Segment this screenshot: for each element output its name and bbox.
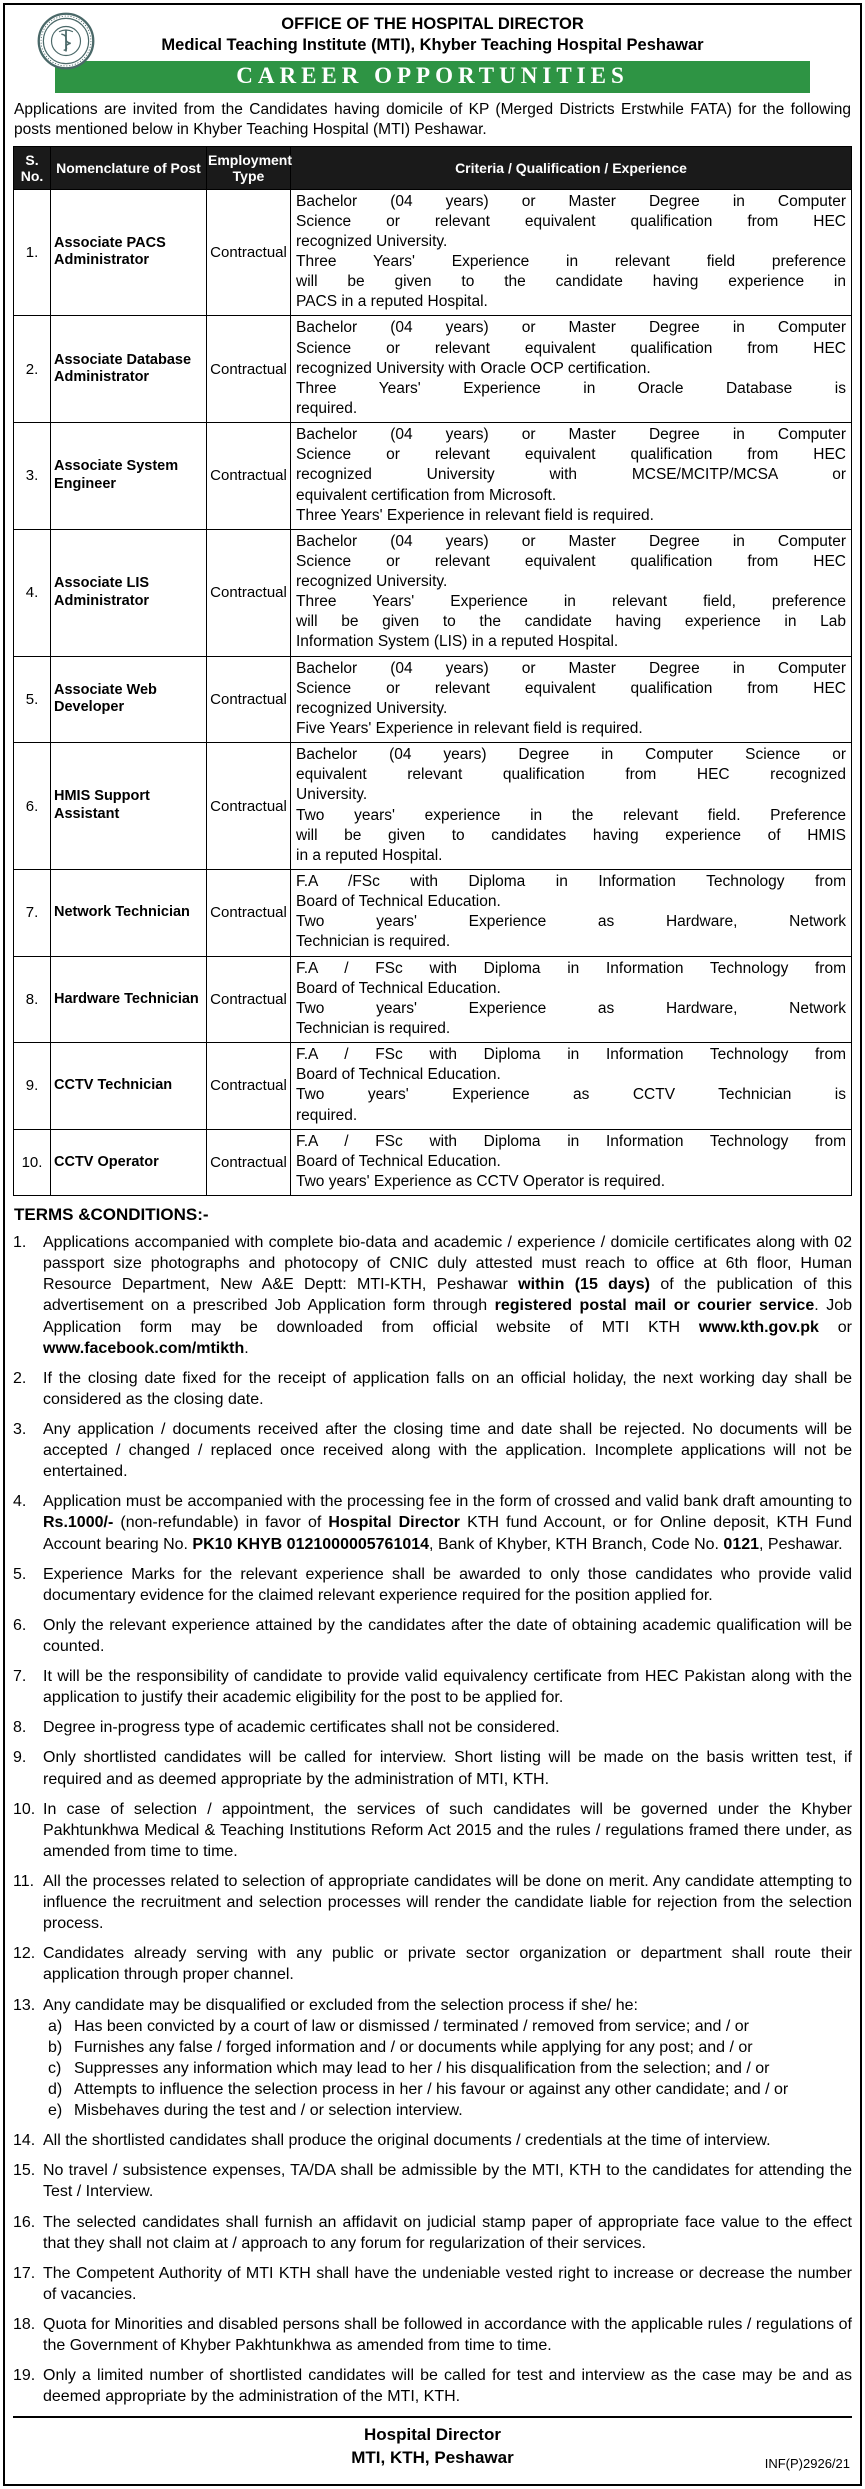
term-text: It will be the responsibility of candidate to provide valid equivalency certificate from HEC Pakistan along with the application to justify their academic eligibility for the post to be applied for.	[43, 1668, 852, 1707]
term-number: 12.	[13, 1945, 36, 1963]
post-title: Associate System Engineer	[51, 423, 207, 530]
post-sno: 5.	[14, 656, 51, 743]
term-number: 17.	[13, 2264, 36, 2282]
term-number: 15.	[13, 2162, 36, 2180]
post-employment-type: Contractual	[207, 956, 291, 1043]
post-title: Hardware Technician	[51, 956, 207, 1043]
footer	[13, 2416, 852, 2474]
subitem-label: a)	[48, 2017, 63, 2035]
term-text: Quota for Minorities and disabled persons shall be followed in accordance with the applicable rules / regulations of the Government of Khyber Pakhtunkhwa as amended from time to time.	[43, 2315, 852, 2355]
table-row	[14, 743, 852, 870]
term-number: 5.	[13, 1565, 27, 1583]
advert-reference-number: INF(P)2926/21	[764, 2456, 850, 2472]
term-item	[13, 1799, 852, 1862]
post-sno: 6.	[14, 743, 51, 870]
post-criteria: Bachelor (04 years) or Master Degree in Computer Science or relevant equivalent qualification from HEC recognized University with MCSE/MCITP/MCSA or equivalent certification from Microsoft. Three Years' Experience in relevant field is required.	[291, 423, 852, 530]
term-item	[13, 1491, 852, 1554]
term-item	[13, 2365, 852, 2407]
post-title: Associate Web Developer	[51, 656, 207, 743]
post-employment-type: Contractual	[207, 423, 291, 530]
column-header-post: Nomenclature of Post	[51, 146, 207, 189]
term-item	[13, 2160, 852, 2202]
post-criteria: F.A / FSc with Diploma in Information Technology from Board of Technical Education. Two years' Experience as CCTV Technician is required.	[291, 1043, 852, 1130]
post-employment-type: Contractual	[207, 529, 291, 656]
post-title: CCTV Technician	[51, 1043, 207, 1130]
post-title: Network Technician	[51, 870, 207, 957]
post-sno: 9.	[14, 1043, 51, 1130]
term-item	[13, 2130, 852, 2151]
post-title: Associate PACS Administrator	[51, 189, 207, 316]
column-header-sno: S. No.	[14, 146, 51, 189]
term-number: 13.	[13, 1996, 36, 2014]
term-text: Experience Marks for the relevant experience shall be awarded to only those candidates who provide valid documentary evidence for the claimed relevant experience required for the position applied for.	[43, 1565, 852, 1604]
intro-paragraph: Applications are invited from the Candidates having domicile of KP (Merged Districts Erstwhile FATA) for the following posts mentioned below in Khyber Teaching Hospital (MTI) Peshawar.	[14, 100, 851, 138]
table-header-row	[14, 146, 852, 189]
term-text: Only shortlisted candidates will be called for interview. Short listing will be made on the basis written test, if required and as deemed appropriate by the administration of MTI, KTH.	[43, 1749, 852, 1788]
signatory-title: Hospital Director	[364, 2425, 501, 2445]
subitem-text: Furnishes any false / forged information and / or documents while applying for any post; and / or	[74, 2038, 753, 2056]
post-employment-type: Contractual	[207, 870, 291, 957]
term-number: 6.	[13, 1616, 27, 1634]
term-text: Only a limited number of shortlisted candidates will be called for test and interview as the case may be and as deemed appropriate by the administration of the MTI, KTH.	[43, 2367, 852, 2406]
terms-heading: TERMS &CONDITIONS:-	[14, 1205, 209, 1225]
post-employment-type: Contractual	[207, 1129, 291, 1195]
term-item	[13, 1232, 852, 1359]
term-number: 18.	[13, 2315, 36, 2333]
post-sno: 2.	[14, 316, 51, 423]
term-text: No travel / subsistence expenses, TA/DA shall be admissible by the MTI, KTH to the candidates for attending the Test / Interview.	[43, 2162, 852, 2201]
terms-section	[13, 1205, 852, 2407]
term-item	[13, 1419, 852, 1482]
subitem-label: e)	[48, 2102, 63, 2120]
subitem-label: d)	[48, 2080, 63, 2098]
table-row	[14, 870, 852, 957]
table-row	[14, 529, 852, 656]
term-item	[13, 1717, 852, 1738]
office-title: OFFICE OF THE HOSPITAL DIRECTOR	[281, 15, 584, 33]
term-item	[13, 1368, 852, 1410]
post-criteria: Bachelor (04 years) or Master Degree in Computer Science or relevant equivalent qualification from HEC recognized University. Five Years' Experience in relevant field is required.	[291, 656, 852, 743]
table-row	[14, 316, 852, 423]
post-title: Associate LIS Administrator	[51, 529, 207, 656]
term-text: In case of selection / appointment, the services of such candidates will be governed under the Khyber Pakhtunkhwa Medical & Teaching Institutions Reform Act 2015 and the rules / regulations framed there under, as amended from time to time.	[43, 1800, 852, 1860]
term-text: The Competent Authority of MTI KTH shall have the undeniable vested right to increase or decrease the number of vacancies.	[43, 2264, 852, 2303]
subitem-label: b)	[48, 2038, 63, 2056]
term-number: 3.	[13, 1421, 27, 1439]
term-item	[13, 1943, 852, 1985]
signatory-organization: MTI, KTH, Peshawar	[351, 2448, 514, 2468]
term-text: All the shortlisted candidates shall produce the original documents / credentials at the time of interview.	[43, 2132, 771, 2150]
term-text: Any application / documents received after the closing time and date shall be rejected. No documents will be accepted / changed / replaced once received along with the application. Incomplete applications will not be entertained.	[43, 1421, 852, 1481]
post-sno: 1.	[14, 189, 51, 316]
post-sno: 3.	[14, 423, 51, 530]
term-number: 9.	[13, 1749, 27, 1767]
post-employment-type: Contractual	[207, 316, 291, 423]
column-header-criteria: Criteria / Qualification / Experience	[291, 146, 852, 189]
term-item	[13, 2314, 852, 2356]
term-number: 7.	[13, 1668, 27, 1686]
post-criteria: F.A / FSc with Diploma in Information Technology from Board of Technical Education. Two years' Experience as Hardware, Network Technician is required.	[291, 956, 852, 1043]
table-row	[14, 423, 852, 530]
subitem-label: c)	[48, 2059, 62, 2077]
post-employment-type: Contractual	[207, 1043, 291, 1130]
career-opportunities-banner: CAREER OPPORTUNITIES	[55, 61, 810, 93]
institute-title: Medical Teaching Institute (MTI), Khyber Teaching Hospital Peshawar	[161, 36, 704, 55]
term-number: 4.	[13, 1493, 27, 1511]
post-criteria: F.A / FSc with Diploma in Information Technology from Board of Technical Education. Two years' Experience as CCTV Operator is required.	[291, 1129, 852, 1195]
term-text: Degree in-progress type of academic certificates shall not be considered.	[43, 1719, 560, 1737]
term-text: All the processes related to selection of appropriate candidates will be done on merit. Any candidate attempting to influence the recruitment and selection processes will render the candidate liable for rejection from the selection process.	[43, 1872, 852, 1933]
term-number: 11.	[13, 1872, 35, 1890]
post-sno: 8.	[14, 956, 51, 1043]
subitem-text: Misbehaves during the test and / or selection interview.	[74, 2102, 463, 2120]
table-row	[14, 956, 852, 1043]
hospital-logo	[37, 12, 95, 70]
post-sno: 4.	[14, 529, 51, 656]
term-item	[13, 1747, 852, 1789]
term-text: If the closing date fixed for the receipt of application falls on an official holiday, the next working day shall be considered as the closing date.	[43, 1369, 852, 1408]
advert-container	[3, 3, 862, 2486]
term-subitem	[48, 2100, 852, 2121]
term-text: The selected candidates shall furnish an affidavit on judicial stamp paper of appropriate face value to the effect that they shall not claim at / approach to any forum for regularization of their services.	[43, 2213, 852, 2252]
term-text: Application must be accompanied with the processing fee in the form of crossed and valid bank draft amounting to Rs.1000/- (non-refundable) in favor of Hospital Director KTH fund Account, or for Online deposit, KTH Fund Account bearing No. PK10 KHYB 0121000005761014, Bank of Khyber, KTH Branch, Code No. 0121, Peshawar.	[43, 1493, 853, 1553]
term-item	[13, 1564, 852, 1606]
term-subitem	[48, 2037, 852, 2058]
subitem-text: Suppresses any information which may lead to her / his disqualification from the selection; and / or	[74, 2059, 770, 2077]
post-sno: 10.	[14, 1129, 51, 1195]
post-criteria: Bachelor (04 years) or Master Degree in Computer Science or relevant equivalent qualification from HEC recognized University with Oracle OCP certification. Three Years' Experience in Oracle Database is required.	[291, 316, 852, 423]
term-item	[13, 2212, 852, 2254]
term-text: Only the relevant experience attained by the candidates after the date of obtaining academic qualification will be counted.	[43, 1616, 852, 1655]
column-header-employment-type: Employment Type	[207, 146, 291, 189]
table-row	[14, 1043, 852, 1130]
post-sno: 7.	[14, 870, 51, 957]
term-number: 19.	[13, 2367, 36, 2385]
term-number: 10.	[13, 1800, 36, 1818]
term-number: 14.	[13, 2132, 36, 2150]
post-criteria: Bachelor (04 years) or Master Degree in Computer Science or relevant equivalent qualification from HEC recognized University. Three Years' Experience in relevant field preference will be given to the candidate having experience in PACS in a reputed Hospital.	[291, 189, 852, 316]
subitem-text: Attempts to influence the selection process in her / his favour or against any other candidate; and / or	[74, 2080, 789, 2098]
subitem-text: Has been convicted by a court of law or dismissed / terminated / removed from service; and / or	[74, 2017, 749, 2035]
post-criteria: F.A /FSc with Diploma in Information Technology from Board of Technical Education. Two years' Experience as Hardware, Network Technician is required.	[291, 870, 852, 957]
term-intro-text: Any candidate may be disqualified or excluded from the selection process if she/ he:	[43, 1996, 638, 2014]
post-title: Associate Database Administrator	[51, 316, 207, 423]
term-number: 16.	[13, 2213, 36, 2231]
post-criteria: Bachelor (04 years) Degree in Computer Science or equivalent relevant qualification from HEC recognized University. Two years' experience in the relevant field. Preference will be given to candidates having experience of HMIS in a reputed Hospital.	[291, 743, 852, 870]
term-text: Candidates already serving with any public or private sector organization or department shall route their application through proper channel.	[43, 1945, 852, 1984]
advert-header	[13, 11, 852, 93]
posts-table	[13, 146, 852, 1197]
term-item	[13, 1666, 852, 1708]
table-row	[14, 1129, 852, 1195]
term-subitem	[48, 2016, 852, 2037]
term-text	[43, 1995, 852, 2122]
post-title: HMIS Support Assistant	[51, 743, 207, 870]
post-employment-type: Contractual	[207, 189, 291, 316]
post-employment-type: Contractual	[207, 656, 291, 743]
term-item	[13, 2263, 852, 2305]
table-row	[14, 189, 852, 316]
post-employment-type: Contractual	[207, 743, 291, 870]
post-criteria: Bachelor (04 years) or Master Degree in Computer Science or relevant equivalent qualification from HEC recognized University. Three Years' Experience in relevant field, preference will be given to the candidate having experience in Lab Information System (LIS) in a reputed Hospital.	[291, 529, 852, 656]
term-item	[13, 1615, 852, 1657]
post-title: CCTV Operator	[51, 1129, 207, 1195]
table-row	[14, 656, 852, 743]
term-subitem	[48, 2058, 852, 2079]
term-subitem	[48, 2079, 852, 2100]
term-number: 2.	[13, 1369, 27, 1387]
term-item	[13, 1871, 852, 1934]
term-text: Applications accompanied with complete bio-data and academic / experience / domicile certificates along with 02 passport size photographs and photocopy of CNIC duly attested must reach to office at 6th floor, Human Resource Department, New A&E Deptt: MTI-KTH, Peshawar within (15 days) of the publication of this advertisement on a prescribed Job Application form through registered postal mail or courier service. Job Application form may be downloaded from official website of MTI KTH www.kth.gov.pk or www.facebook.com/mtikth.	[43, 1234, 853, 1357]
hospital-seal-icon	[37, 12, 95, 70]
term-number: 8.	[13, 1719, 27, 1737]
term-item	[13, 1995, 852, 2122]
term-number: 1.	[13, 1234, 27, 1252]
